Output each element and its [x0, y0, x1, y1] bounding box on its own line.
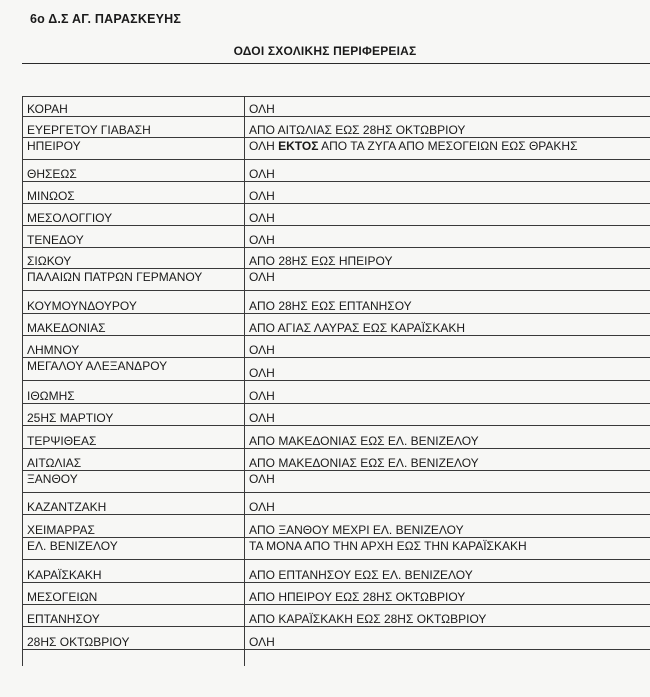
- range-text: ΑΠΟ ΤΑ ΖΥΓΑ ΑΠΟ ΜΕΣΟΓΕΙΩΝ ΕΩΣ ΘΡΑΚΗΣ: [318, 139, 578, 153]
- street-range: ΟΛΗ: [245, 226, 650, 248]
- street-range: ΟΛΗ: [245, 269, 650, 291]
- table-row: [23, 336, 650, 358]
- table-row-empty: [23, 650, 650, 667]
- street-name: ΚΑΖΑΝΤΖΑΚΗ: [23, 493, 245, 515]
- street-name: ΕΠΤΑΝΗΣΟΥ: [23, 605, 245, 627]
- street-range: ΟΛΗ: [245, 97, 650, 117]
- range-text: ΟΛΗ: [249, 139, 279, 153]
- street-name: ΙΘΩΜΗΣ: [23, 381, 245, 404]
- street-name: ΜΕΣΟΓΕΙΩΝ: [23, 583, 245, 605]
- street-range: ΟΛΗ: [245, 471, 650, 493]
- table-row: [23, 358, 650, 381]
- table-row: [23, 291, 650, 314]
- street-range: ΟΛΗ: [245, 336, 650, 358]
- table-row: [23, 381, 650, 404]
- empty-cell: [23, 650, 245, 667]
- street-range: ΟΛΗ: [245, 182, 650, 204]
- street-name: ΧΕΙΜΑΡΡΑΣ: [23, 515, 245, 538]
- street-range: ΤΑ ΜΟΝΑ ΑΠΟ ΤΗΝ ΑΡΧΗ ΕΩΣ ΤΗΝ ΚΑΡΑΪΣΚΑΚΗ: [245, 538, 650, 560]
- table-row: [23, 97, 650, 117]
- street-name: ΑΙΤΩΛΙΑΣ: [23, 449, 245, 471]
- table-row: [23, 583, 650, 605]
- table-row: [23, 426, 650, 449]
- street-range: ΑΠΟ ΑΓΙΑΣ ΛΑΥΡΑΣ ΕΩΣ ΚΑΡΑΪΣΚΑΚΗ: [245, 314, 650, 336]
- street-range: ΑΠΟ 28ΗΣ ΕΩΣ ΗΠΕΙΡΟΥ: [245, 248, 650, 269]
- table-row: [23, 404, 650, 426]
- street-range: ΑΠΟ ΗΠΕΙΡΟΥ ΕΩΣ 28ΗΣ ΟΚΤΩΒΡΙΟΥ: [245, 583, 650, 605]
- street-name: ΘΗΣΕΩΣ: [23, 160, 245, 182]
- table-row: [23, 117, 650, 138]
- range-emphasis: ΕΚΤΟΣ: [278, 139, 319, 153]
- street-name: ΚΟΥΜΟΥΝΔΟΥΡΟΥ: [23, 291, 245, 314]
- street-name: ΗΠΕΙΡΟΥ: [23, 138, 245, 160]
- table-row: [23, 204, 650, 226]
- page-title: ΟΔΟΙ ΣΧΟΛΙΚΗΣ ΠΕΡΙΦΕΡΕΙΑΣ: [233, 44, 417, 58]
- street-name: ΚΑΡΑΪΣΚΑΚΗ: [23, 560, 245, 583]
- table-row: [23, 226, 650, 248]
- street-range: ΑΠΟ ΜΑΚΕΔΟΝΙΑΣ ΕΩΣ ΕΛ. ΒΕΝΙΖΕΛΟΥ: [245, 426, 650, 449]
- street-range: ΟΛΗ: [245, 358, 650, 381]
- street-range: ΟΛΗ: [245, 160, 650, 182]
- street-name: 25ΗΣ ΜΑΡΤΙΟΥ: [23, 404, 245, 426]
- table-row: [23, 627, 650, 650]
- table-row: [23, 160, 650, 182]
- street-name: ΤΕΝΕΔΟΥ: [23, 226, 245, 248]
- street-range: ΟΛΗ: [245, 627, 650, 650]
- street-range: ΟΛΗ: [245, 404, 650, 426]
- street-range: [245, 138, 650, 160]
- street-name: ΣΙΩΚΟΥ: [23, 248, 245, 269]
- street-name: ΜΕΓΑΛΟΥ ΑΛΕΞΑΝΔΡΟΥ: [23, 358, 245, 381]
- street-range: ΑΠΟ ΜΑΚΕΔΟΝΙΑΣ ΕΩΣ ΕΛ. ΒΕΝΙΖΕΛΟΥ: [245, 449, 650, 471]
- table-row: [23, 538, 650, 560]
- street-name: ΤΕΡΨΙΘΕΑΣ: [23, 426, 245, 449]
- street-name: 28ΗΣ ΟΚΤΩΒΡΙΟΥ: [23, 627, 245, 650]
- street-range: ΑΠΟ ΑΙΤΩΛΙΑΣ ΕΩΣ 28ΗΣ ΟΚΤΩΒΡΙΟΥ: [245, 117, 650, 138]
- table-row: [23, 493, 650, 515]
- school-name: 6ο Δ.Σ ΑΓ. ΠΑΡΑΣΚΕΥΗΣ: [30, 12, 182, 26]
- street-range: ΟΛΗ: [245, 204, 650, 226]
- street-name: ΜΕΣΟΛΟΓΓΙΟΥ: [23, 204, 245, 226]
- street-range: ΟΛΗ: [245, 493, 650, 515]
- street-range: ΟΛΗ: [245, 381, 650, 404]
- street-name: ΜΙΝΩΟΣ: [23, 182, 245, 204]
- street-range: ΑΠΟ ΞΑΝΘΟΥ ΜΕΧΡΙ ΕΛ. ΒΕΝΙΖΕΛΟΥ: [245, 515, 650, 538]
- street-name: ΠΑΛΑΙΩΝ ΠΑΤΡΩΝ ΓΕΡΜΑΝΟΥ: [23, 269, 245, 291]
- street-name: ΜΑΚΕΔΟΝΙΑΣ: [23, 314, 245, 336]
- street-name: ΕΥΕΡΓΕΤΟΥ ΓΙΑΒΑΣΗ: [23, 117, 245, 138]
- table-row: [23, 248, 650, 269]
- table-row: [23, 605, 650, 627]
- street-name: ΞΑΝΘΟΥ: [23, 471, 245, 493]
- table-row: [23, 515, 650, 538]
- table-row: [23, 269, 650, 291]
- table-row: [23, 449, 650, 471]
- street-name: ΕΛ. ΒΕΝΙΖΕΛΟΥ: [23, 538, 245, 560]
- street-range: ΑΠΟ ΕΠΤΑΝΗΣΟΥ ΕΩΣ ΕΛ. ΒΕΝΙΖΕΛΟΥ: [245, 560, 650, 583]
- empty-cell: [245, 650, 650, 667]
- table-row: [23, 182, 650, 204]
- streets-table: [22, 96, 650, 666]
- table-row: [23, 314, 650, 336]
- table-row: [23, 560, 650, 583]
- table-row: [23, 471, 650, 493]
- street-range: ΑΠΟ ΚΑΡΑΪΣΚΑΚΗ ΕΩΣ 28ΗΣ ΟΚΤΩΒΡΙΟΥ: [245, 605, 650, 627]
- street-range: ΑΠΟ 28ΗΣ ΕΩΣ ΕΠΤΑΝΗΣΟΥ: [245, 291, 650, 314]
- street-name: ΚΟΡΑΗ: [23, 97, 245, 117]
- title-underline: [22, 63, 650, 64]
- table-row: [23, 138, 650, 160]
- street-name: ΛΗΜΝΟΥ: [23, 336, 245, 358]
